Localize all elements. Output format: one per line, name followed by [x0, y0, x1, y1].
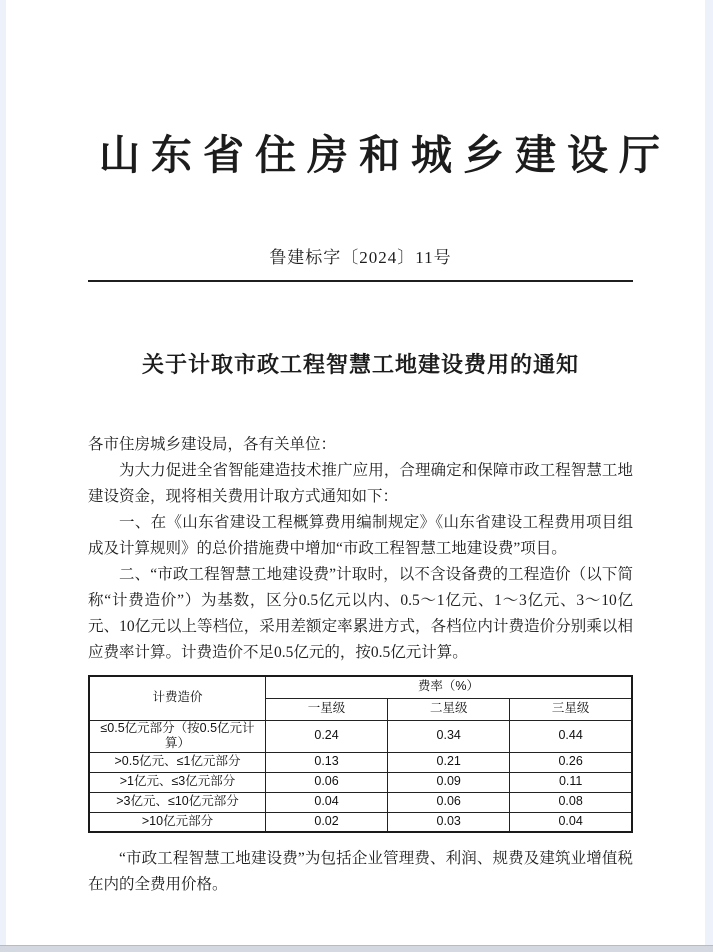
rate-cell: 0.44	[510, 720, 632, 752]
table-header-tier: 计费造价	[89, 676, 265, 720]
letterhead-title: 山东省住房和城乡建设厅	[99, 132, 671, 178]
table-header-star-2: 二星级	[388, 698, 510, 720]
document-number: 鲁建标字〔2024〕11号	[269, 248, 452, 268]
page-content	[6, 0, 705, 898]
table-header-star-1: 一星级	[265, 698, 387, 720]
paragraph-intro: 为大力促进全省智能建造技术推广应用，合理确定和保障市政工程智慧工地建设资金，现将相关费用计取方式通知如下：	[88, 462, 633, 506]
table-row	[89, 812, 632, 832]
rate-cell: 0.08	[510, 792, 632, 812]
paragraph-item-2: 二、“市政工程智慧工地建设费”计取时，以不含设备费的工程造价（以下简称“计费造价”）为基数，区分0.5亿元以内、0.5～1亿元、1～3亿元、3～10亿元、10亿元以上等档位，采用差额定率累进方式，各档位内计费造价分别乘以相应费率计算。计费造价不足0.5亿元的，按0.5亿元计算。	[88, 566, 633, 662]
rate-cell: 0.26	[510, 752, 632, 772]
tier-cell: >10亿元部分	[89, 812, 265, 832]
notice-body	[88, 432, 633, 666]
rate-cell: 0.34	[388, 720, 510, 752]
table-row	[89, 792, 632, 812]
table-row	[89, 720, 632, 752]
table-header-star-3: 三星级	[510, 698, 632, 720]
table-row	[89, 772, 632, 792]
rate-cell: 0.13	[265, 752, 387, 772]
tier-cell: ≤0.5亿元部分（按0.5亿元计算）	[89, 720, 265, 752]
rate-cell: 0.03	[388, 812, 510, 832]
horizontal-scrollbar-track[interactable]	[0, 945, 713, 952]
rate-cell: 0.06	[265, 772, 387, 792]
rate-cell: 0.09	[388, 772, 510, 792]
tier-cell: >0.5亿元、≤1亿元部分	[89, 752, 265, 772]
document-page	[6, 0, 705, 945]
tier-cell: >3亿元、≤10亿元部分	[89, 792, 265, 812]
rate-cell: 0.04	[510, 812, 632, 832]
notice-title: 关于计取市政工程智慧工地建设费用的通知	[141, 352, 579, 378]
rate-cell: 0.21	[388, 752, 510, 772]
rate-cell: 0.06	[388, 792, 510, 812]
rate-cell: 0.11	[510, 772, 632, 792]
table-header-rate: 费率（%）	[265, 676, 632, 698]
closing-paragraph: “市政工程智慧工地建设费”为包括企业管理费、利润、规费及建筑业增值税在内的全费用价格。	[88, 850, 633, 894]
letterhead-separator-line	[88, 280, 633, 282]
salutation: 各市住房城乡建设局，各有关单位：	[88, 436, 337, 454]
table-row	[89, 752, 632, 772]
paragraph-item-1: 一、在《山东省建设工程概算费用编制规定》《山东省建设工程费用项目组成及计算规则》的总价措施费中增加“市政工程智慧工地建设费”项目。	[88, 514, 633, 558]
rate-cell: 0.24	[265, 720, 387, 752]
tier-cell: >1亿元、≤3亿元部分	[89, 772, 265, 792]
rate-cell: 0.02	[265, 812, 387, 832]
rate-cell: 0.04	[265, 792, 387, 812]
rates-table	[88, 675, 633, 833]
